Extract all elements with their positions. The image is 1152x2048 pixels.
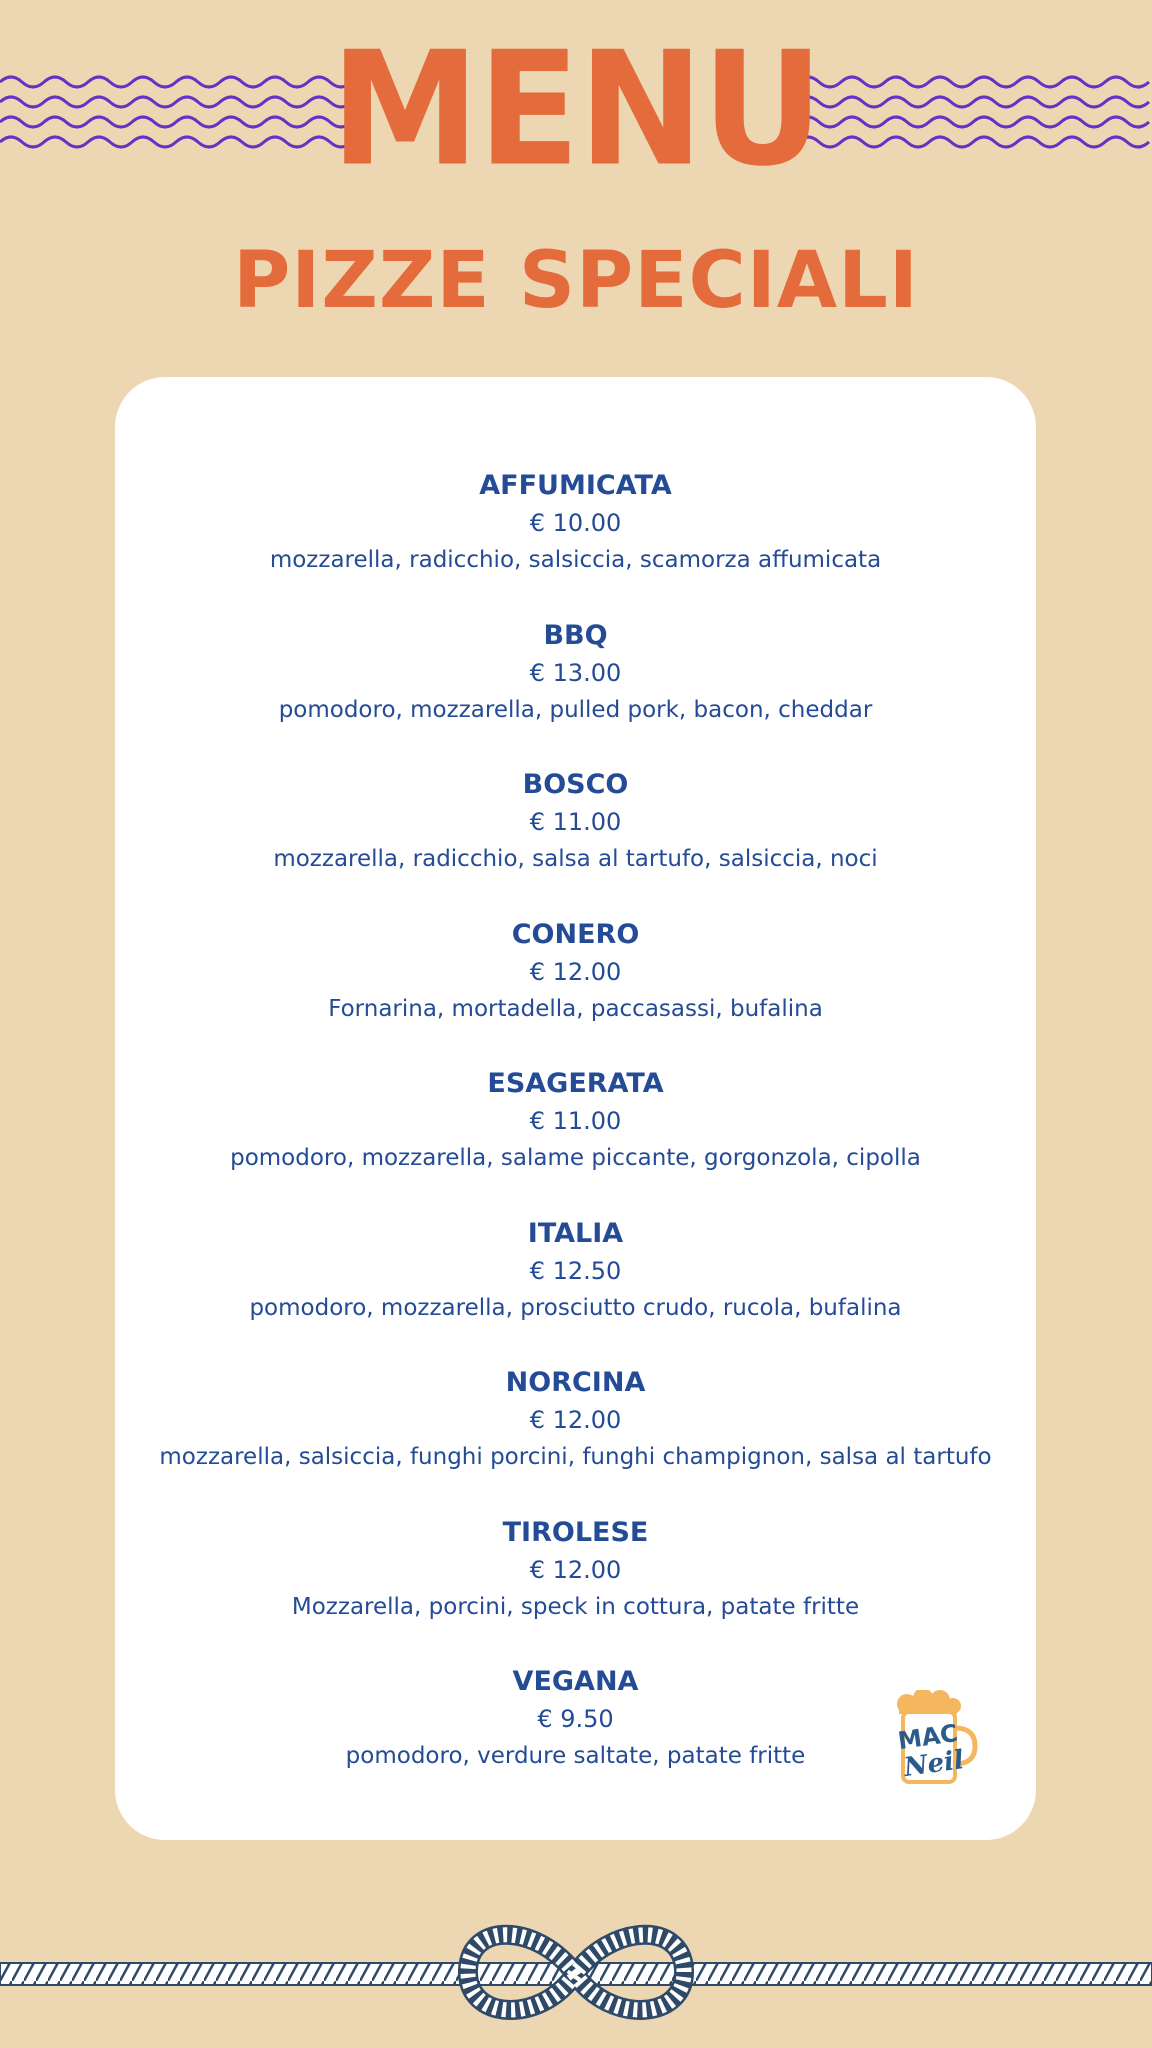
item-name: ESAGERATA <box>487 1068 664 1099</box>
item-description: Mozzarella, porcini, speck in cottura, patate fritte <box>291 1593 860 1620</box>
item-price: € 10.00 <box>529 509 622 537</box>
item-price: € 12.00 <box>529 1406 622 1434</box>
item-description: pomodoro, mozzarella, prosciutto crudo, rucola, bufalina <box>249 1294 902 1321</box>
item-description: mozzarella, salsiccia, funghi porcini, funghi champignon, salsa al tartufo <box>159 1444 992 1470</box>
item-description: mozzarella, radicchio, salsa al tartufo, salsiccia, noci <box>273 846 878 872</box>
menu-card <box>115 377 1036 1840</box>
menu-item <box>115 766 1036 916</box>
rope-knot-decoration <box>0 1915 1152 2035</box>
item-price: € 12.00 <box>529 957 622 986</box>
menu-item <box>115 467 1036 617</box>
item-description: pomodoro, verdure saltate, patate fritte <box>345 1743 806 1769</box>
item-price: € 12.50 <box>529 1256 622 1285</box>
item-name: CONERO <box>511 918 640 950</box>
menu-item <box>115 617 1036 767</box>
item-price: € 11.00 <box>529 1107 622 1135</box>
item-name: BOSCO <box>522 769 629 800</box>
item-name: VEGANA <box>512 1666 639 1697</box>
item-name: BBQ <box>543 619 608 651</box>
mac-neil-logo <box>885 1690 990 1790</box>
item-price: € 11.00 <box>529 808 622 836</box>
item-name: NORCINA <box>505 1367 646 1398</box>
menu-item <box>115 1514 1036 1664</box>
section-title: PIZZE SPECIALI <box>233 236 919 326</box>
item-description: Fornarina, mortadella, paccasassi, bufalina <box>328 995 823 1022</box>
logo-text-line2: Neil <box>902 1745 966 1784</box>
item-description: pomodoro, mozzarella, pulled pork, bacon, cheddar <box>278 696 873 723</box>
menu-item <box>115 1215 1036 1365</box>
item-description: mozzarella, radicchio, salsiccia, scamorza affumicata <box>269 547 882 573</box>
item-price: € 12.00 <box>529 1555 622 1584</box>
menu-title: MENU <box>330 18 822 202</box>
item-description: pomodoro, mozzarella, salame piccante, gorgonzola, cipolla <box>230 1145 921 1171</box>
menu-item <box>115 916 1036 1066</box>
menu-item <box>115 1364 1036 1514</box>
item-price: € 13.00 <box>529 658 622 687</box>
item-name: TIROLESE <box>502 1516 649 1548</box>
item-name: AFFUMICATA <box>479 470 672 501</box>
item-name: ITALIA <box>527 1217 624 1249</box>
menu-item <box>115 1065 1036 1215</box>
item-price: € 9.50 <box>537 1705 614 1733</box>
menu-item-list <box>115 467 1036 1813</box>
logo-text-line1: MAC <box>896 1719 960 1756</box>
